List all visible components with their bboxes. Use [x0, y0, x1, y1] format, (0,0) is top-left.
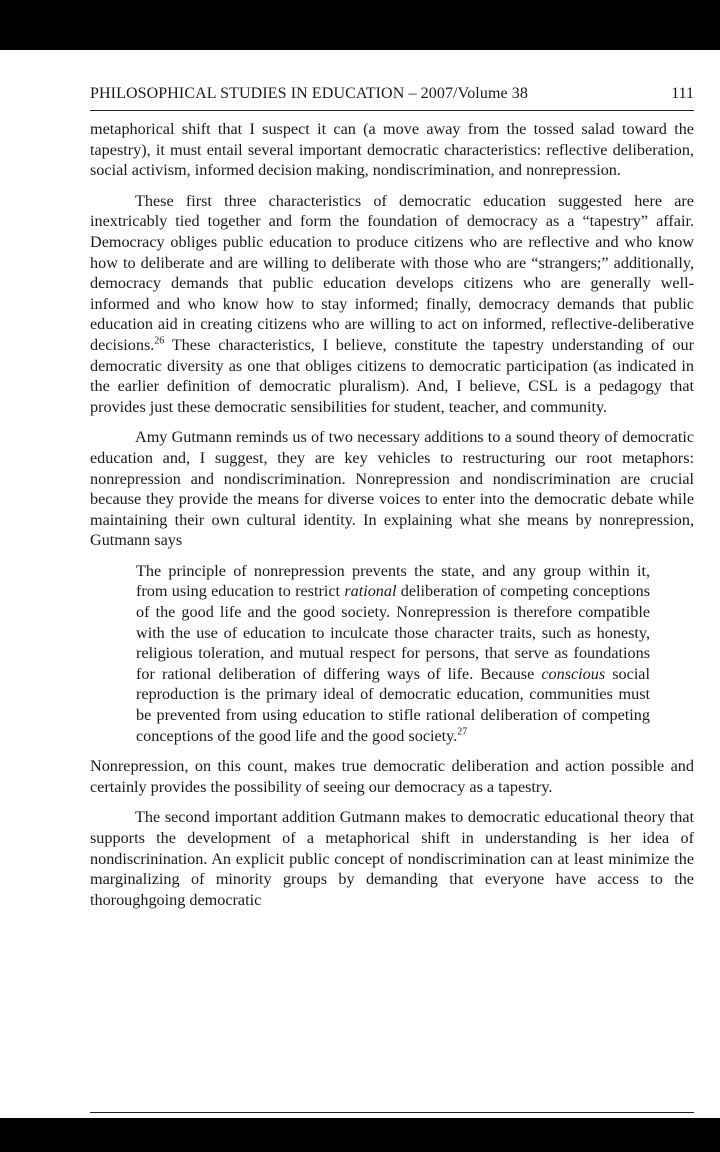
top-black-bar [0, 0, 720, 50]
quote-text: social reproduction is the primary ideal of democratic education, communities must be prevented from using education to stifle rational deliberation of competing conceptions of the good life and the good society. [136, 664, 650, 745]
page-number: 111 [671, 85, 694, 102]
footnote-divider [90, 1112, 694, 1113]
paragraph-text: These first three characteristics of democratic education suggested here are inextricably tied together and form the foundation of democracy as a “tapestry” affair. Democracy obliges public education to produce citizens who are reflective and who know how to deliberate and are willing to deliberate with those who are “strangers;” additionally, democracy demands that public education develops citizens who are generally well-informed and who know how to stay informed; finally, democracy demands that public education aid in creating citizens who are willing to act on informed, reflective-deliberative decisions. [90, 191, 694, 354]
paragraph-gutmann: Amy Gutmann reminds us of two necessary additions to a sound theory of democratic education and, I suggest, they are key vehicles to restructuring our root metaphors: nonrepression and nondiscrimination. Nonrepression and nondiscrimination are crucial because they provide the means for diverse voices to enter into the democratic debate while maintaining their own cultural identity. In explaining what she means by nonrepression, Gutmann says [90, 428, 694, 550]
block-quote [136, 561, 650, 746]
body-text [90, 119, 694, 910]
running-title: PHILOSOPHICAL STUDIES IN EDUCATION – 2007/Volume 38 [90, 85, 528, 102]
quote-emphasis: conscious [541, 664, 606, 683]
quote-text: The principle of nonrepression prevents the state, and any group within it, from using education to restrict [136, 561, 650, 601]
bottom-black-bar [0, 1118, 720, 1152]
paragraph-continued: metaphorical shift that I suspect it can (a move away from the tossed salad toward the tapestry), it must entail several important democratic characteristics: reflective deliberation, social activism, informed decision making, nondiscrimination, and nonrepression. [90, 120, 694, 180]
paragraph-nondiscrimination: The second important addition Gutmann makes to democratic educational theory that supports the development of a metaphorical shift in understanding is her idea of nondiscrinination. An explicit public concept of nondiscrimination can at least minimize the marginalizing of minority groups by demanding that everyone have access to the thoroughgoing democratic [90, 808, 694, 909]
footnote-ref: 26 [154, 335, 165, 347]
running-header [90, 84, 694, 111]
quote-emphasis: rational [344, 582, 397, 601]
paragraph-text: These characteristics, I believe, constitute the tapestry understanding of our democratic diversity as one that obliges citizens to democratic participation (as indicated in the earlier definition of democratic pluralism). And, I believe, CSL is a pedagogy that provides just these democratic sensibilities for student, teacher, and community. [90, 335, 694, 416]
paragraph-nonrepression: Nonrepression, on this count, makes true democratic deliberation and action possible and certainly provides the possibility of seeing our democracy as a tapestry. [90, 757, 694, 796]
footnote-ref: 27 [457, 726, 468, 738]
document-page [90, 84, 694, 910]
paragraph-characteristics [90, 191, 694, 418]
quote-text: deliberation of competing conceptions of the good life and the good society. Nonrepression is therefore compatible with the use of education to inculcate those character traits, such as honesty, religious toleration, and mutual respect for persons, that serve as foundations for rational deliberation of differing ways of life. Because [136, 582, 650, 683]
